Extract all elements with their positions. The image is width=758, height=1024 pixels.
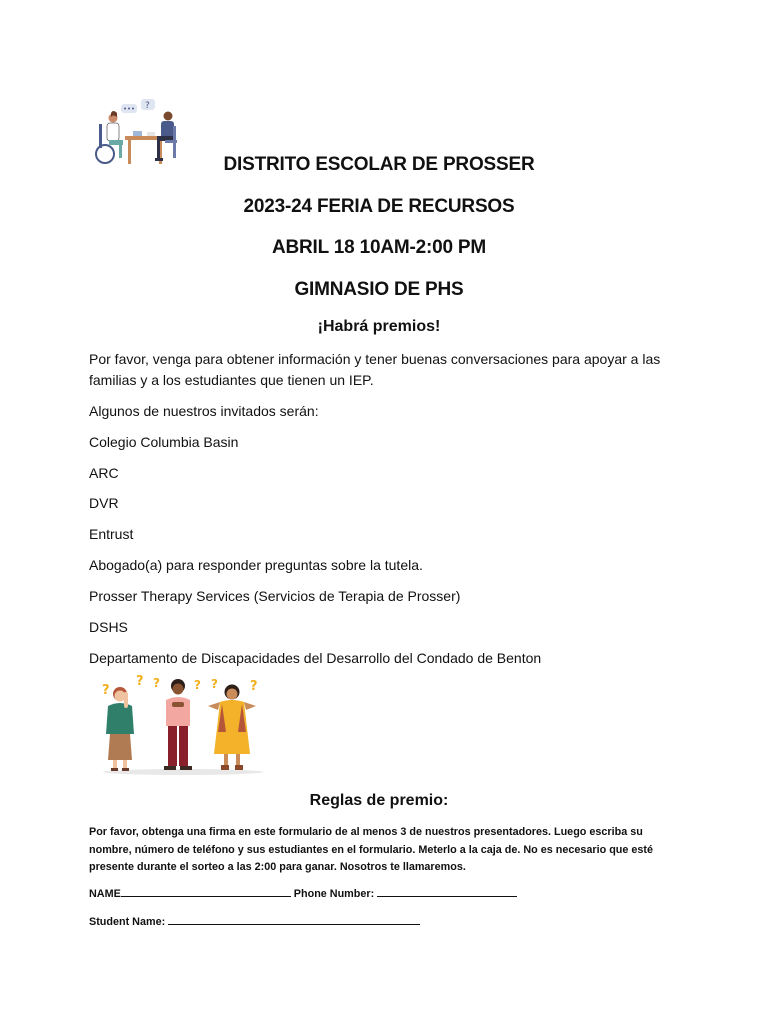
guest-item: Prosser Therapy Services (Servicios de Terapia de Prosser): [89, 588, 461, 604]
district-title: DISTRITO ESCOLAR DE PROSSER: [223, 154, 535, 175]
guest-item: DVR: [89, 495, 119, 511]
svg-text:?: ?: [145, 101, 150, 111]
svg-text:?: ?: [153, 676, 160, 690]
guest-item: Departamento de Discapacidades del Desarrollo del Condado de Benton: [89, 650, 542, 666]
svg-text:?: ?: [250, 679, 258, 694]
rules-heading: Reglas de premio:: [309, 792, 449, 809]
svg-text:?: ?: [102, 683, 110, 698]
student-blank[interactable]: [168, 914, 420, 925]
event-title: 2023-24 FERIA DE RECURSOS: [243, 196, 515, 217]
intro-paragraph: Por favor, venga para obtener información y tener buenas conversaciones para apoyar a las familias y a los estudiantes que tienen un IEP.: [89, 351, 661, 388]
name-phone-row: [89, 886, 517, 900]
svg-text:?: ?: [194, 678, 201, 692]
event-date: ABRIL 18 10AM-2:00 PM: [271, 237, 486, 258]
guest-item: ARC: [89, 465, 119, 481]
student-label: Student Name:: [89, 916, 166, 928]
svg-text:?: ?: [136, 674, 144, 689]
guests-intro: Algunos de nuestros invitados serán:: [89, 403, 319, 419]
guest-item: DSHS: [89, 619, 128, 635]
name-blank[interactable]: [121, 886, 291, 897]
phone-label: Phone Number:: [293, 888, 375, 900]
guest-item: Colegio Columbia Basin: [89, 434, 239, 450]
prizes-note: ¡Habrá premios!: [317, 318, 441, 335]
event-location: GIMNASIO DE PHS: [294, 279, 464, 300]
guest-item: Abogado(a) para responder preguntas sobre la tutela.: [89, 557, 423, 573]
student-row: [89, 914, 420, 928]
rules-text: Por favor, obtenga una firma en este formulario de al menos 3 de nuestros presentadores. Luego escriba su nombre, número de teléfono y sus estudiantes en el formulario. Meterlo a la caja de. No es necesario que esté presente durante el sorteo a las 2:00 para ganar. Nosotros te llamaremos.: [89, 826, 654, 873]
guest-item: Entrust: [89, 526, 134, 542]
svg-text:?: ?: [211, 677, 218, 691]
phone-blank[interactable]: [377, 886, 517, 897]
question-people-illustration: [98, 672, 268, 776]
name-label: NAME: [89, 888, 121, 900]
